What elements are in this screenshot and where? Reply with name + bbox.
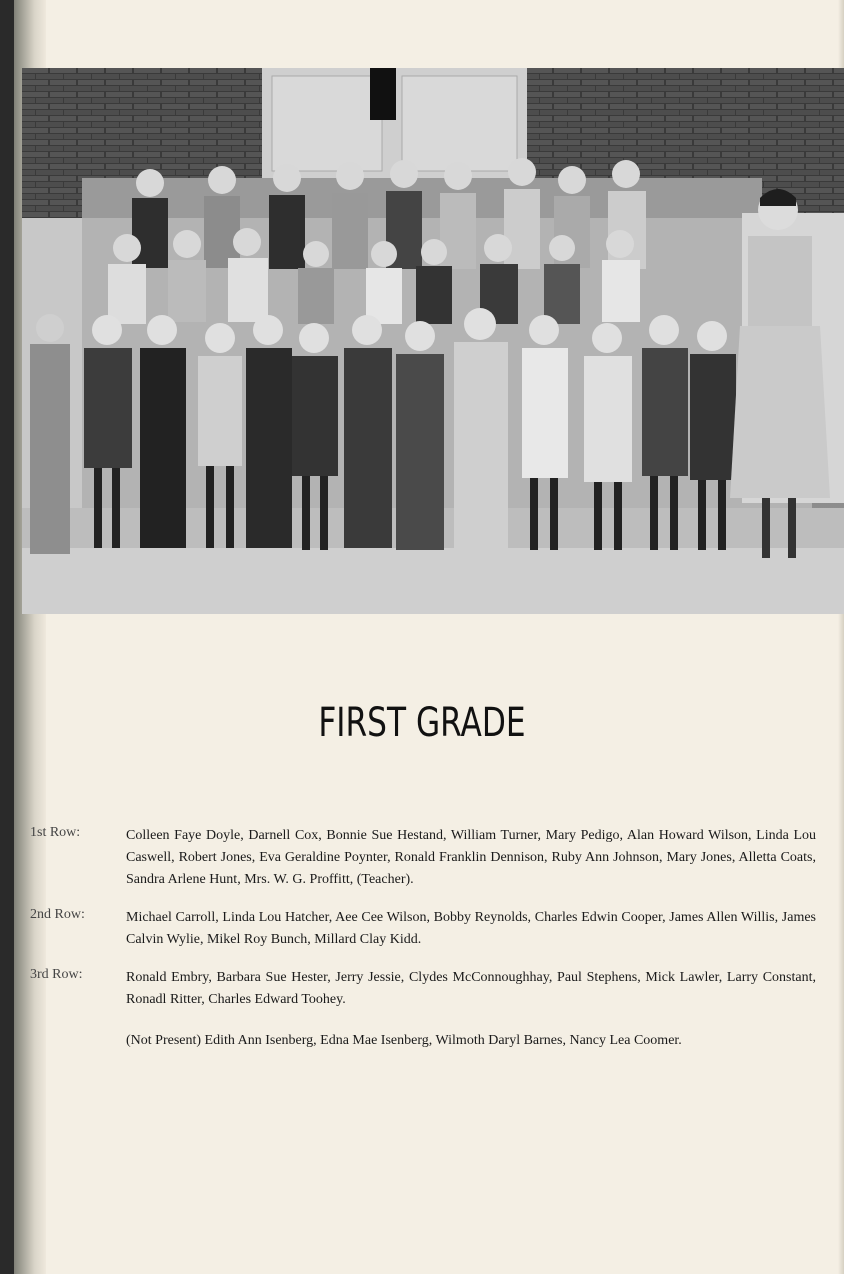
class-photo [22, 68, 844, 614]
binding-shadow [0, 0, 14, 1274]
row-names: Ronald Embry, Barbara Sue Hester, Jerry Jessie, Clydes McConnoughhay, Paul Stephens, Mick Lawler, Larry Constant, Ronadl Ritter, Charles Edward Toohey. [126, 970, 816, 1007]
not-present-caption: (Not Present) Edith Ann Isenberg, Edna Mae Isenberg, Wilmoth Daryl Barnes, Nancy Lea Coomer. [126, 1033, 682, 1048]
row-label: 1st Row: [30, 825, 81, 840]
row-label: 2nd Row: [30, 907, 85, 922]
row-names: Michael Carroll, Linda Lou Hatcher, Aee Cee Wilson, Bobby Reynolds, Charles Edwin Cooper, James Allen Willis, James Calvin Wylie, Mikel Roy Bunch, Millard Clay Kidd. [126, 910, 816, 947]
row-label: 3rd Row: [30, 967, 83, 982]
row-names: Colleen Faye Doyle, Darnell Cox, Bonnie Sue Hestand, William Turner, Mary Pedigo, Alan Howard Wilson, Linda Lou Caswell, Robert Jones, Eva Geraldine Poynter, Ronald Franklin Dennison, Ruby Ann Johnson, Mary Jones, Alletta Coats, Sandra Arlene Hunt, Mrs. W. G. Proffitt, (Teacher). [126, 828, 816, 887]
page-title: FIRST GRADE [318, 700, 526, 746]
class-photo-illustration [22, 68, 844, 614]
